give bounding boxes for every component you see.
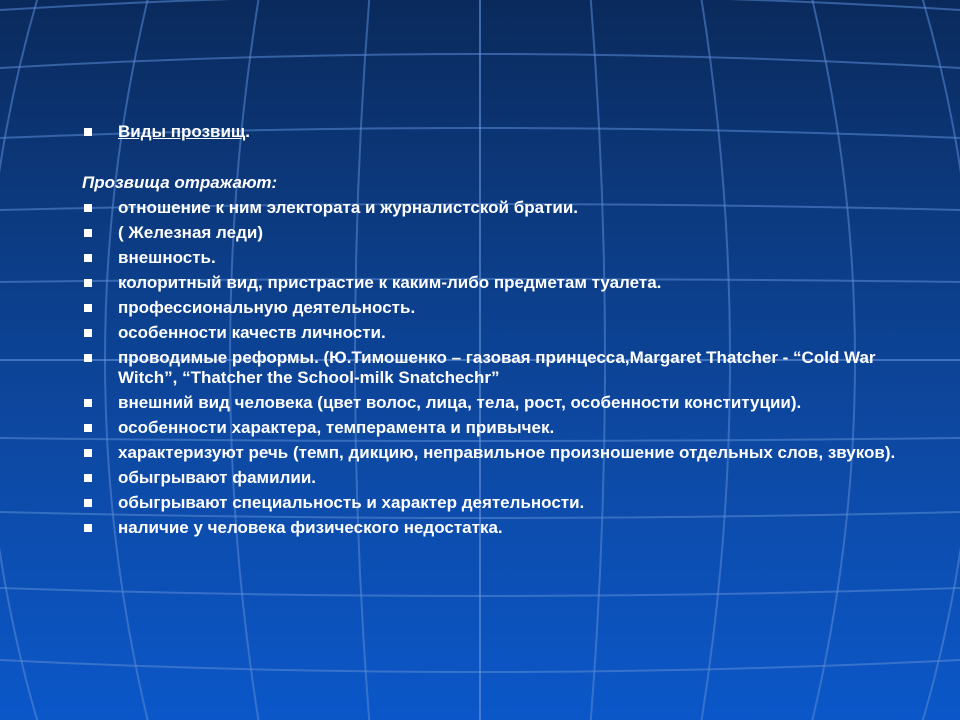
list-item: характеризуют речь (темп, дикцию, неправильное произношение отдельных слов, звуков). [82,443,902,463]
square-bullet-icon [84,304,92,312]
list-item: проводимые реформы. (Ю.Тимошенко – газовая принцесса,Margaret Thatcher - “Cold War Witch”, “Thatcher the School-milk Snatchechr” [82,348,902,388]
square-bullet-icon [84,474,92,482]
heading-text: Виды прозвищ [118,122,246,141]
slide-heading [82,122,902,142]
square-bullet-icon [84,354,92,362]
square-bullet-icon [84,128,92,136]
list-item: особенности качеств личности. [82,323,902,343]
list-item: колоритный вид, пристрастие к каким-либо предметам туалета. [82,273,902,293]
square-bullet-icon [84,229,92,237]
list-item: отношение к ним электората и журналистской братии. [82,198,902,218]
square-bullet-icon [84,424,92,432]
list-item: ( Железная леди) [82,223,902,243]
list-item: особенности характера, темперамента и привычек. [82,418,902,438]
list-item: внешний вид человека (цвет волос, лица, тела, рост, особенности конституции). [82,393,902,413]
square-bullet-icon [84,399,92,407]
heading-suffix: . [245,122,251,141]
square-bullet-icon [84,499,92,507]
square-bullet-icon [84,449,92,457]
subheading: Прозвища отражают: [82,173,278,192]
slide-content [82,122,902,543]
square-bullet-icon [84,524,92,532]
spacer [82,142,902,173]
square-bullet-icon [84,254,92,262]
square-bullet-icon [84,204,92,212]
square-bullet-icon [84,329,92,337]
list-item: внешность. [82,248,902,268]
list-item: профессиональную деятельность. [82,298,902,318]
list-item: обыгрывают фамилии. [82,468,902,488]
square-bullet-icon [84,279,92,287]
list-item: обыгрывают специальность и характер деятельности. [82,493,902,513]
list-item: наличие у человека физического недостатка. [82,518,902,538]
